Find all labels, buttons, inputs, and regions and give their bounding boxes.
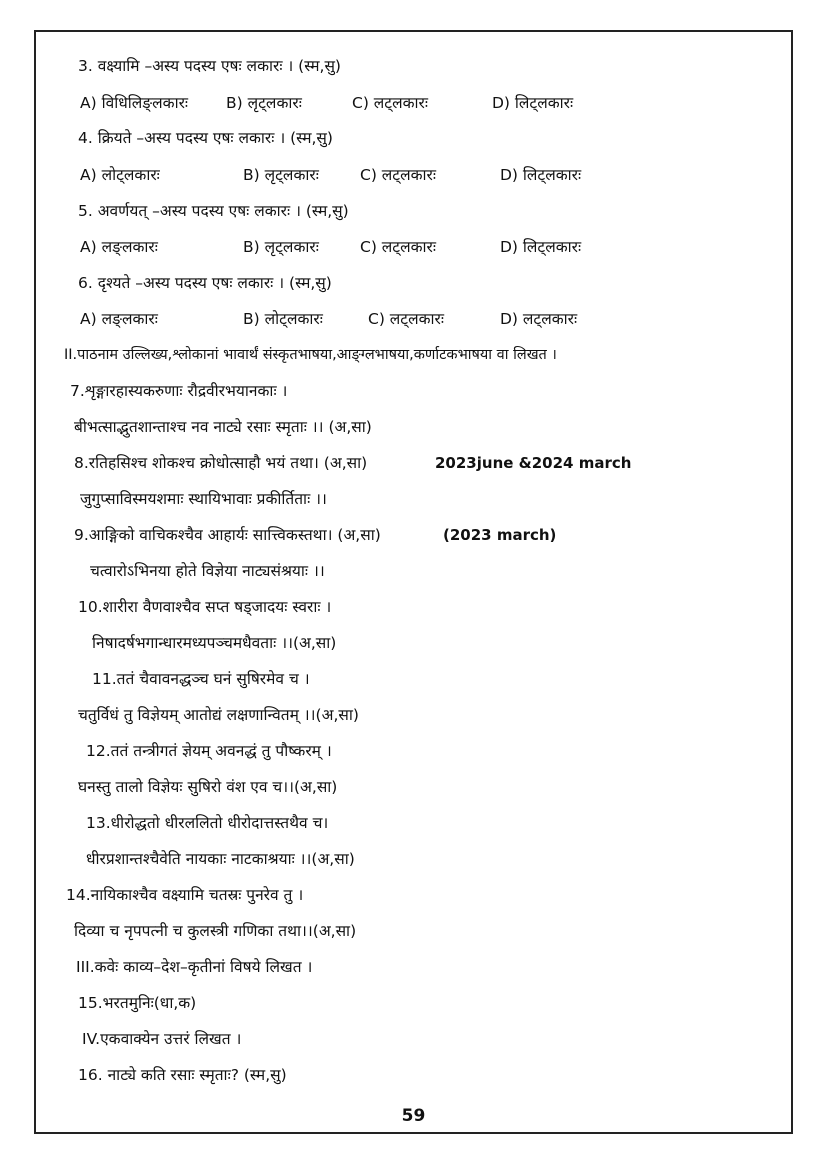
section-3-heading: III.कवेः काव्य–देश–कृतीनां विषये लिखत । [76,958,313,976]
question-3: 3. वक्ष्यामि –अस्य पदस्य एषः लकारः । (स्म,सु) [78,57,341,75]
option-d: D) लिट्लकारः [500,166,582,184]
verse-11-line-1: 11.ततं चैवावनद्धञ्च घनं सुषिरमेव च । [92,670,310,688]
verse-10-line-1: 10.शारीरा वैणवाश्चैव सप्त षड्जादयः स्वराः । [78,598,332,616]
verse-9-line-1: 9.आङ्गिको वाचिकश्चैव आहार्यः सात्त्विकस्तथा। (अ,सा) [74,526,381,544]
question-5: 5. अवर्णयत् –अस्य पदस्य एषः लकारः । (स्म,सु) [78,202,349,220]
verse-7-line-2: बीभत्साद्भुतशान्ताश्च नव नाट्ये रसाः स्मृताः ।। (अ,सा) [74,418,372,436]
verse-14-line-1: 14.नायिकाश्चैव वक्ष्यामि चतस्रः पुनरेव तु । [66,886,304,904]
verse-8-line-1: 8.रतिहसिश्च शोकश्च क्रोधोत्साहौ भयं तथा। (अ,सा) [74,454,368,472]
question-6: 6. दृश्यते –अस्य पदस्य एषः लकारः । (स्म,सु) [78,274,332,292]
verse-12-line-2: घनस्तु तालो विज्ञेयः सुषिरो वंश एव च।।(अ,सा) [78,778,338,796]
option-d: D) लिट्लकारः [492,94,574,112]
option-b: B) लृट्लकारः [243,238,319,256]
section-4-heading: IV.एकवाक्येन उत्तरं लिखत । [82,1030,242,1048]
option-c: C) लट्लकारः [368,310,445,328]
option-b: B) लृट्लकारः [226,94,302,112]
exam-note-8: 2023june &2024 march [435,454,632,472]
verse-12-line-1: 12.ततं तन्त्रीगतं ज्ञेयम् अवनद्धं तु पौष्करम् । [86,742,332,760]
option-c: C) लट्लकारः [360,238,437,256]
option-b: B) लृट्लकारः [243,166,319,184]
option-a: A) लङ्लकारः [80,238,158,256]
verse-13-line-2: धीरप्रशान्तश्चैवेति नायकाः नाटकाश्रयाः ।।(अ,सा) [86,850,355,868]
option-a: A) लोट्लकारः [80,166,160,184]
option-c: C) लट्लकारः [352,94,429,112]
option-d: D) लट्लकारः [500,310,578,328]
page-number: 59 [401,1106,426,1126]
verse-13-line-1: 13.धीरोद्धतो धीरललितो धीरोदात्तस्तथैव च। [86,814,329,832]
option-d: D) लिट्लकारः [500,238,582,256]
option-b: B) लोट्लकारः [243,310,323,328]
verse-8-line-2: जुगुप्साविस्मयशमाः स्थायिभावाः प्रकीर्तिताः ।। [80,490,327,508]
verse-11-line-2: चतुर्विधं तु विज्ञेयम् आतोद्यं लक्षणान्वितम् ।।(अ,सा) [78,706,359,724]
exam-note-9: (2023 march) [443,526,557,544]
option-a: A) लङ्लकारः [80,310,158,328]
verse-10-line-2: निषादर्षभगान्धारमध्यपञ्चमधैवताः ।।(अ,सा) [92,634,337,652]
option-c: C) लट्लकारः [360,166,437,184]
verse-14-line-2: दिव्या च नृपपत्नी च कुलस्त्री गणिका तथा।।(अ,सा) [74,922,357,940]
verse-7-line-1: 7.शृङ्गारहास्यकरुणाः रौद्रवीरभयानकाः । [70,382,288,400]
question-15: 15.भरतमुनिः(धा,क) [78,994,197,1012]
option-a: A) विधिलिङ्लकारः [80,94,189,112]
question-4: 4. क्रियते –अस्य पदस्य एषः लकारः । (स्म,सु) [78,129,333,147]
question-16: 16. नाट्ये कति रसाः स्मृताः? (स्म,सु) [78,1066,287,1084]
verse-9-line-2: चत्वारोऽभिनया होते विज्ञेया नाट्यसंश्रयाः ।। [90,562,325,580]
section-2-heading: II.पाठनाम उल्लिख्य,श्लोकानां भावार्थं संस्कृतभाषया,आङ्ग्लभाषया,कर्णाटकभाषया वा लिखत । [64,347,557,363]
